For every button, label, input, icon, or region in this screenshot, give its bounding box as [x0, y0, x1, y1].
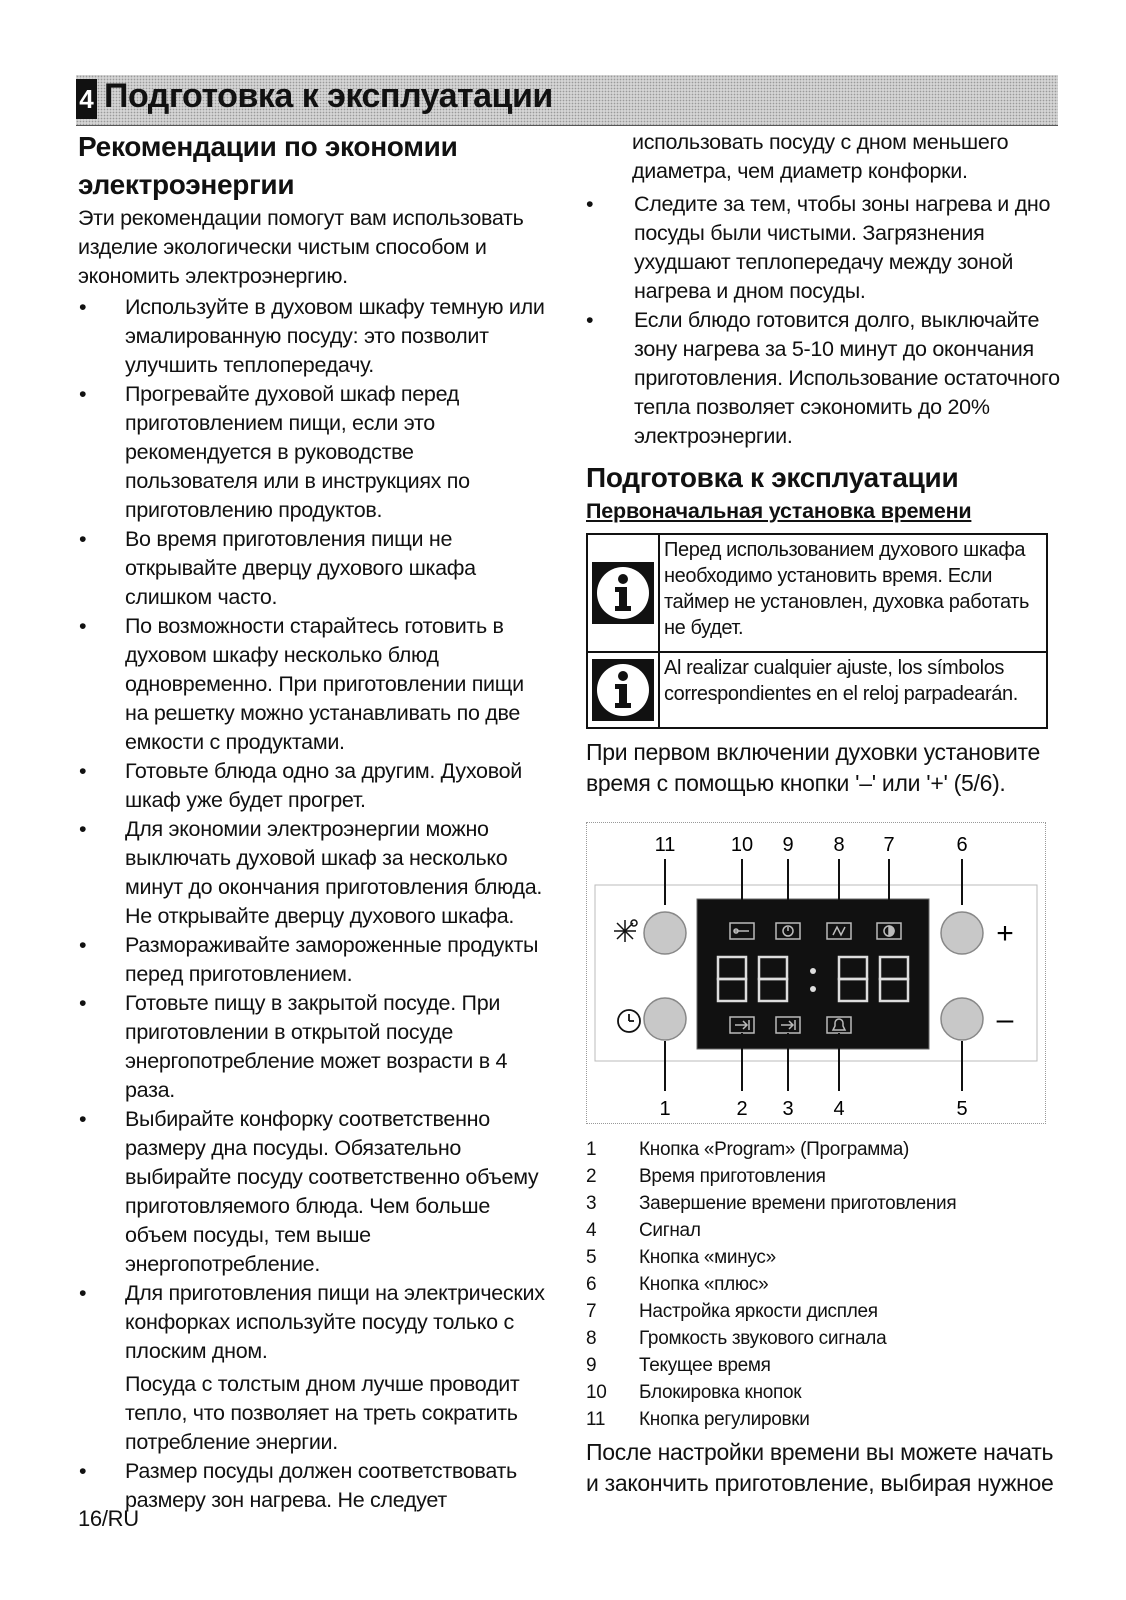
list-item: • Если блюдо готовится долго, выключайте зону нагрева за 5-10 минут до окончания приготовления. Использование остаточного тепла позволяет сэкономить до 20% электроэнергии. — [586, 308, 1060, 448]
callout-label-11: 11 — [654, 834, 676, 856]
legend-row: 3 Завершение времени приготовления — [586, 1193, 957, 1214]
plus-sign: + — [996, 917, 1014, 950]
callout-label-6: 6 — [956, 834, 968, 856]
list-item: • Размер посуды должен соответствовать размеру зон нагрева. Не следует — [79, 1459, 517, 1512]
bullet-icon: • — [79, 991, 87, 1015]
callout-label-9: 9 — [782, 834, 794, 856]
continued-bullet-text: использовать посуду с дном меньшего диаметра, чем диаметр конфорки. — [632, 130, 1009, 183]
legend-row: 11 Кнопка регулировки — [586, 1409, 810, 1430]
info-note-text: Al realizar cualquier ajuste, los símbolos correspondientes en el reloj parpadearán. — [664, 657, 1018, 705]
bullet-icon: • — [79, 1281, 87, 1305]
bullet-icon: • — [586, 308, 594, 332]
info-notes-box — [586, 533, 1048, 729]
set-time-instruction: При первом включении духовки установите время с помощью кнопки '–' или '+' (5/6). — [586, 739, 1041, 796]
list-item: • Для экономии электроэнергии можно выключать духовой шкаф за несколько минут до окончания приготовления блюда. Не открывайте дверцу духового шкафа. — [79, 817, 543, 928]
info-note — [588, 651, 1046, 727]
legend-row: 8 Громкость звукового сигнала — [586, 1328, 887, 1349]
minus-sign: – — [996, 1003, 1014, 1036]
bullet-icon: • — [79, 759, 87, 783]
bullet-icon: • — [79, 382, 87, 406]
bullet-icon: • — [79, 933, 87, 957]
legend-row: 4 Сигнал — [586, 1220, 701, 1241]
list-item: • Используйте в духовом шкафу темную или эмалированную посуду: это позволит улучшить теплопередачу. — [79, 295, 545, 377]
callout-label-2: 2 — [736, 1098, 748, 1120]
page-number: 16/RU — [78, 1506, 139, 1531]
display-colon-dot — [810, 986, 816, 992]
info-note — [588, 535, 1046, 651]
right-column — [586, 128, 1062, 1522]
list-item: • Готовьте пищу в закрытой посуде. При приготовлении в открытой посуде энергопотребление может возрасти в 4 раза. — [79, 991, 508, 1102]
chapter-number: 4 — [76, 79, 97, 119]
callout-label-3: 3 — [782, 1098, 794, 1120]
list-item: • Выбирайте конфорку соответственно размеру дна посуды. Обязательно выбирайте посуду соответственно объему приготовляемого блюда. Чем больше объем посуды, тем выше энергопотребление. — [79, 1107, 539, 1276]
control-panel-diagram — [586, 822, 1046, 1124]
bullet-icon: • — [586, 192, 594, 216]
program-button-11 — [644, 912, 686, 954]
callout-label-5: 5 — [956, 1098, 968, 1120]
bullet-icon: • — [79, 817, 87, 841]
program-button-1 — [644, 998, 686, 1040]
left-column — [78, 128, 548, 1515]
bullet-icon: • — [79, 1107, 87, 1131]
plus-button-6 — [941, 912, 983, 954]
legend-row: 5 Кнопка «минус» — [586, 1247, 776, 1268]
list-item: • Размораживайте замороженные продукты перед приготовлением. — [79, 933, 539, 986]
energy-saving-intro: Эти рекомендации помогут вам использовать изделие экологически чистым способом и экономить электроэнергию. — [78, 206, 524, 288]
bullet-icon: • — [79, 295, 87, 319]
diagram-legend — [586, 1136, 1062, 1433]
energy-saving-heading: Рекомендации по экономии электроэнергии — [78, 131, 458, 200]
legend-row: 9 Текущее время — [586, 1355, 771, 1376]
callout-label-10: 10 — [730, 834, 754, 856]
list-item: • Прогревайте духовой шкаф перед приготовлением пищи, если это рекомендуется в руководстве пользователя или в инструкциях по приготовлению продуктов. — [79, 382, 470, 522]
info-note-text: Перед использованием духового шкафа необходимо установить время. Если таймер не установлен, духовка работать не будет. — [664, 539, 1030, 639]
preparation-heading: Подготовка к эксплуатации — [586, 462, 959, 493]
bullet-icon: • — [79, 1459, 87, 1483]
list-item: • Во время приготовления пищи не открывайте дверцу духового шкафа слишком часто. — [79, 527, 476, 609]
info-icon — [588, 653, 660, 727]
closing-paragraph: После настройки времени вы можете начать и закончить приготовление, выбирая нужное — [586, 1439, 1054, 1496]
list-item: • По возможности старайтесь готовить в духовом шкафу несколько блюд одновременно. При приготовлении пищи на решетку можно устанавливать по две емкости с продуктами. — [79, 614, 524, 754]
chapter-title: Подготовка к эксплуатации — [104, 77, 553, 115]
list-item: • Следите за тем, чтобы зоны нагрева и дно посуды были чистыми. Загрязнения ухудшают теплопередачу между зоной нагрева и дном посуды. — [586, 192, 1051, 303]
legend-row: 1 Кнопка «Program» (Программа) — [586, 1139, 910, 1160]
minus-button-5 — [941, 998, 983, 1040]
energy-saving-list — [78, 293, 548, 1515]
legend-row: 2 Время приготовления — [586, 1166, 826, 1187]
legend-row: 6 Кнопка «плюс» — [586, 1274, 769, 1295]
legend-row: 7 Настройка яркости дисплея — [586, 1301, 878, 1322]
list-item: • Для приготовления пищи на электрических конфорках используйте посуду только с плоским дном. Посуда с толстым дном лучше проводит тепло, что позволяет на треть сократить потребление энергии. — [78, 1279, 548, 1457]
bullet-icon: • — [79, 614, 87, 638]
flat-pan-extra-paragraph: Посуда с толстым дном лучше проводит тепло, что позволяет на треть сократить потребление энергии. — [125, 1372, 520, 1454]
bullet-icon: • — [79, 527, 87, 551]
legend-row: 10 Блокировка кнопок — [586, 1382, 802, 1403]
display-colon-dot — [810, 968, 816, 974]
chapter-header-bar — [76, 75, 1058, 126]
info-icon — [588, 535, 660, 651]
energy-saving-list-continued — [586, 190, 1062, 451]
callout-label-7: 7 — [883, 834, 895, 856]
list-item: • Готовьте блюда одно за другим. Духовой шкаф уже будет прогрет. — [79, 759, 522, 812]
callout-label-4: 4 — [833, 1098, 845, 1120]
callout-label-8: 8 — [833, 834, 845, 856]
callout-label-1: 1 — [659, 1098, 671, 1120]
time-setup-heading: Первоначальная установка времени — [586, 499, 972, 523]
